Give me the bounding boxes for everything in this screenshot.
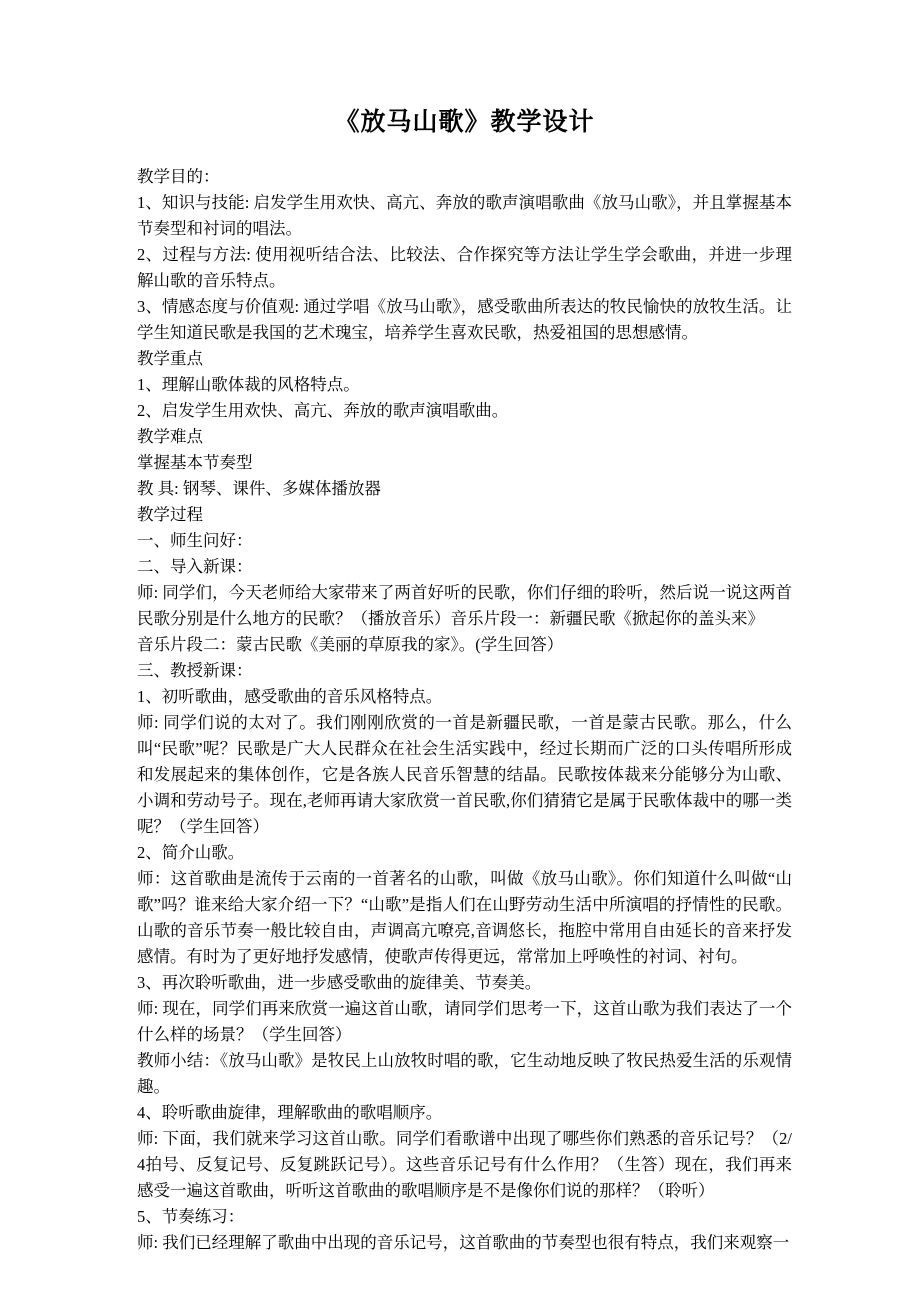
paragraph: 教师小结：《放马山歌》是牧民上山放牧时唱的歌，它生动地反映了牧民热爱生活的乐观情趣。 xyxy=(137,1051,792,1096)
paragraph: 3、情感态度与价值观: 通过学唱《放马山歌》，感受歌曲所表达的牧民愉快的放牧生活。让学生知道民歌是我国的艺术瑰宝，培养学生喜欢民歌，热爱祖国的思想感情。 xyxy=(137,297,792,342)
paragraph: 师: 同学们说的太对了。我们刚刚欣赏的一首是新疆民歌，一首是蒙古民歌。那么，什么叫“民歌”呢？民歌是广大人民群众在社会生活实践中，经过长期而广泛的口头传唱所形成和发展起来的集体创作，它是各族人民音乐智慧的结晶。民歌按体裁来分能够分为山歌、小调和劳动号子。现在,老师再请大家欣赏一首民歌,你们猜猜它是属于民歌体裁中的哪一类呢？（学生回答） xyxy=(137,713,792,836)
paragraph: 二、导入新课： xyxy=(137,557,253,576)
paragraph: 三、教授新课： xyxy=(137,661,253,680)
paragraph: 3、再次聆听歌曲，进一步感受歌曲的旋律美、节奏美。 xyxy=(137,973,542,992)
paragraph: 一、师生问好： xyxy=(137,531,253,550)
paragraph: 师: 我们已经理解了歌曲中出现的音乐记号，这首歌曲的节奏型也很有特点，我们来观察一 xyxy=(137,1233,790,1252)
document-title: 《放马山歌》教学设计 xyxy=(334,109,595,136)
paragraph: 5、节奏练习： xyxy=(137,1207,245,1226)
paragraph: 师: 下面，我们就来学习这首山歌。同学们看歌谱中出现了哪些你们熟悉的音乐记号？（2/4拍号、反复记号、反复跳跃记号）。这些音乐记号有什么作用？（生答）现在，我们再来感受一遍这首歌曲，听听这首歌曲的歌唱顺序是不是像你们说的那样？（聆听） xyxy=(137,1129,792,1200)
paragraph: 1、理解山歌体裁的风格特点。 xyxy=(137,375,360,394)
document-body xyxy=(137,164,792,1256)
paragraph: 师: 同学们，今天老师给大家带来了两首好听的民歌，你们仔细的聆听，然后说一说这两首民歌分别是什么地方的民歌？（播放音乐）音乐片段一：新疆民歌《掀起你的盖头来》 xyxy=(137,583,792,628)
paragraph: 师: 现在，同学们再来欣赏一遍这首山歌，请同学们思考一下，这首山歌为我们表达了一个什么样的场景？（学生回答） xyxy=(137,999,792,1044)
paragraph: 掌握基本节奏型 xyxy=(137,453,253,472)
paragraph: 1、初听歌曲，感受歌曲的音乐风格特点。 xyxy=(137,687,443,706)
paragraph: 2、过程与方法: 使用视听结合法、比较法、合作探究等方法让学生学会歌曲，并进一步理解山歌的音乐特点。 xyxy=(137,245,792,290)
paragraph: 教学重点 xyxy=(137,349,203,368)
paragraph: 教学过程 xyxy=(137,505,203,524)
paragraph: 音乐片段二：蒙古民歌《美丽的草原我的家》。(学生回答） xyxy=(137,635,564,654)
paragraph: 2、启发学生用欢快、高亢、奔放的歌声演唱歌曲。 xyxy=(137,401,509,420)
paragraph: 教学目的： xyxy=(137,167,220,186)
paragraph: 1、知识与技能: 启发学生用欢快、高亢、奔放的歌声演唱歌曲《放马山歌》，并且掌握基本节奏型和衬词的唱法。 xyxy=(137,193,792,238)
paragraph: 2、简介山歌。 xyxy=(137,843,245,862)
paragraph: 教 具: 钢琴、课件、多媒体播放器 xyxy=(137,479,381,498)
paragraph: 师：这首歌曲是流传于云南的一首著名的山歌，叫做《放马山歌》。你们知道什么叫做“山歌”吗？谁来给大家介绍一下？“山歌”是指人们在山野劳动生活中所演唱的抒情性的民歌。山歌的音乐节奏一般比较自由，声调高亢嘹亮,音调悠长，拖腔中常用自由延长的音来抒发感情。有时为了更好地抒发感情，使歌声传得更远，常常加上呼唤性的衬词、衬句。 xyxy=(137,869,792,966)
paragraph: 4、聆听歌曲旋律，理解歌曲的歌唱顺序。 xyxy=(137,1103,443,1122)
paragraph: 教学难点 xyxy=(137,427,203,446)
